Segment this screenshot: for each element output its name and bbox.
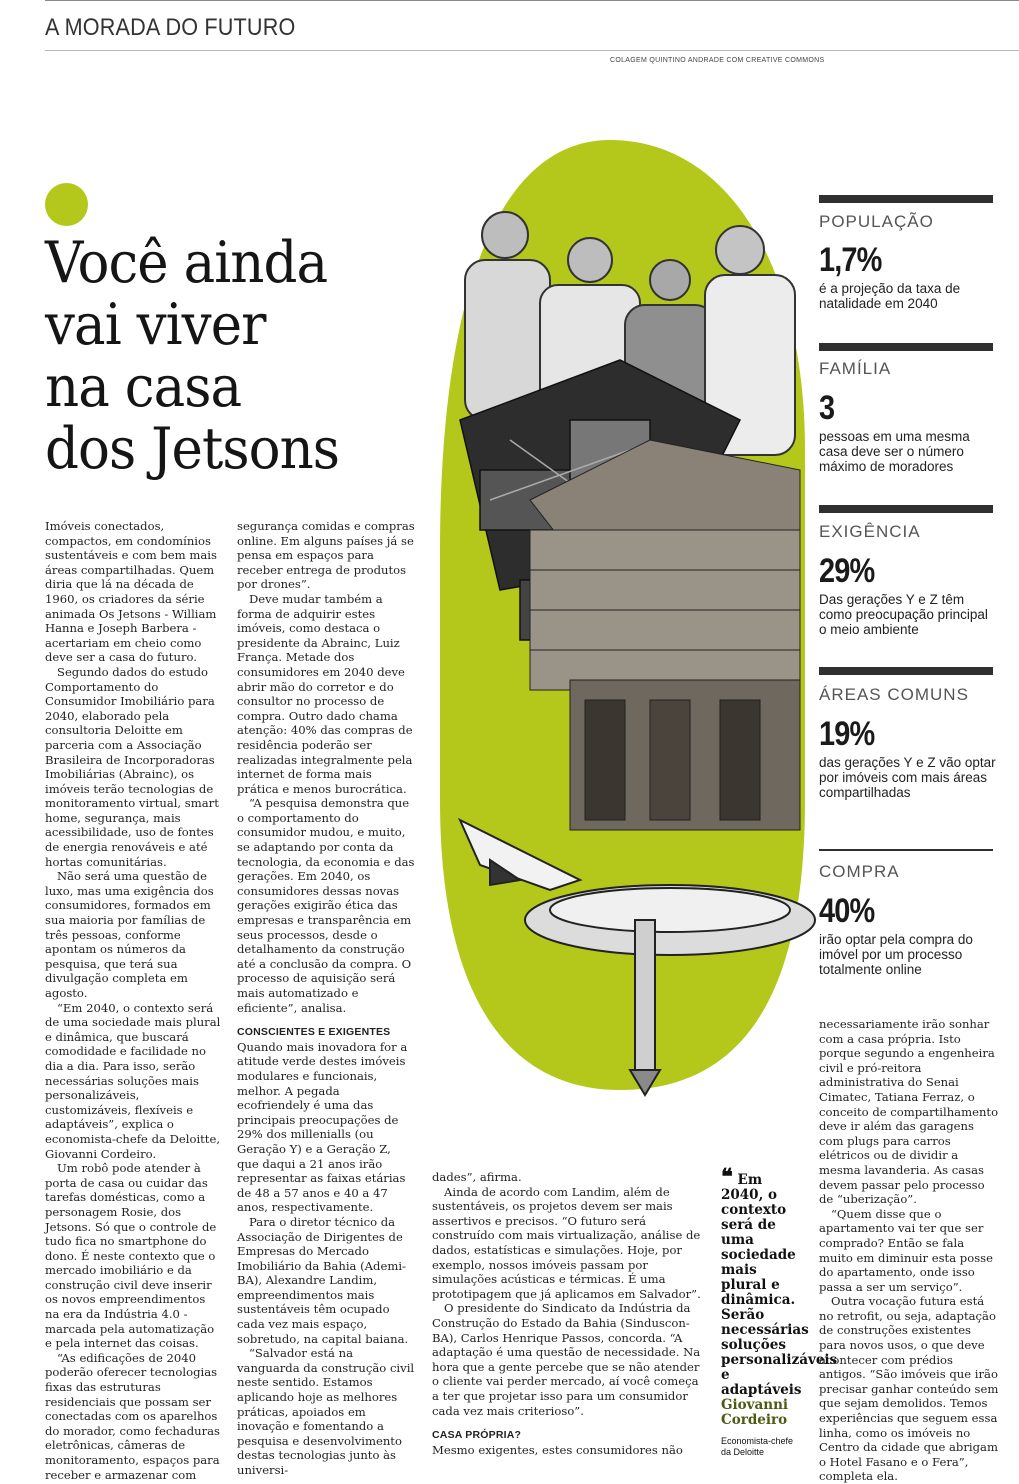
- stat-heading: POPULAÇÃO: [819, 212, 934, 231]
- stat-divider: [819, 849, 993, 851]
- section-title: A MORADA DO FUTURO: [45, 14, 296, 41]
- paragraph: “Em 2040, o contexto será de uma sociedade mais plural e dinâmica, que buscará comodidade e facilidade no dia a dia. Para isso, serão necessárias soluções mais personalizáveis, customizáveis, flexíveis e adaptáveis”, explica o economista-chefe da Deloitte, Giovanni Cordeiro.: [45, 1000, 221, 1161]
- quote-mark-icon: ❝: [721, 1164, 733, 1189]
- stat-heading: FAMÍLIA: [819, 359, 892, 378]
- stat-description: Das gerações Y e Z têm como preocupação principal o meio ambiente: [819, 592, 988, 637]
- paragraph: Não será uma questão de luxo, mas uma exigência dos consumidores, formados em sua maioria por famílias de três pessoas, conforme apontam os números da pesquisa, que terá sua divulgação completa em agosto.: [45, 869, 214, 1000]
- subheading: CASA PRÓPRIA?: [432, 1429, 522, 1442]
- paragraph: segurança comidas e compras online. Em alguns países já se pensa em espaços para receber entrega de produtos por drones”.: [237, 519, 415, 592]
- article-column-3: [432, 1170, 702, 1457]
- section-rule: [45, 50, 1019, 51]
- pull-quote: [721, 1164, 838, 1458]
- paragraph: Deve mudar também a forma de adquirir estes imóveis, como destaca o presidente da Abrainc, Luiz França. Metade dos consumidores em 2040 deve abrir mão do corretor e do consultor no processo de compra. Outro dado chama atenção: 40% das compras de residência poderão ser realizadas integralmente pela internet de forma mais prática e menos burocrática.: [237, 591, 413, 796]
- stats-sidebar: [819, 195, 999, 995]
- paragraph: Quando mais inovadora for a atitude verde destes imóveis modulares e funcionais, melhor. A pegada ecofriendely é uma das principais preocupações de 29% dos millenialls (ou Geração Y) e a Geração Z, que daqui a 21 anos irão representar as faixas etárias de 48 a 57 anos e 40 a 47 anos, respectivamente.: [237, 1039, 408, 1215]
- stat-divider: [819, 505, 993, 513]
- subheading: CONSCIENTES E EXIGENTES: [237, 1026, 391, 1039]
- headline: [45, 232, 398, 480]
- headline-line: Você ainda: [45, 230, 328, 296]
- paragraph: O presidente do Sindicato da Indústria da Construção do Estado da Bahia (Sinduscon-BA), Carlos Henrique Passos, concorda. “A adaptação é uma questão de necessidade. Na hora que a gente percebe que se não atender o cliente vai perder mercado, aí você começa a ter que projetar isso para um consumidor cada vez mais criterioso”.: [432, 1301, 701, 1418]
- stat-divider: [819, 667, 993, 675]
- quote-text: Em 2040, o contexto será de uma sociedade mais plural e dinâmica. Serão necessárias soluções personalizáveis e adaptáveis: [721, 1172, 838, 1398]
- paragraph: “A pesquisa demonstra que o comportamento do consumidor mudou, e muito, se adaptando por conta da tecnologia, da economia e das gerações. Em 2040, os consumidores dessas novas gerações exigirão ética das empresas e transparência em seus processos, desde o detalhamento da construção até a conclusão da compra. O processo de aquisição será mais automatizado e eficiente”, analisa.: [237, 796, 415, 1015]
- quote-author: Giovanni Cordeiro: [721, 1397, 789, 1428]
- paragraph: Um robô pode atender à porta de casa ou cuidar das tarefas domésticas, como a personagem Rosie, dos Jetsons. Só que o controle de tudo fica no smartphone do dono. É neste contexto que o mercado imobiliário e da construção civil deve inserir os novos empreendimentos na era da Indústria 4.0 - marcada pela automatização e pela internet das coisas.: [45, 1161, 217, 1351]
- stat-heading: COMPRA: [819, 862, 900, 881]
- paragraph: Outra vocação futura está no retrofit, ou seja, adaptação de construções existentes para novos usos, o que deve acontecer com prédios antigos. “São imóveis que irão precisar ganhar conteúdo sem que sejam demolidos. Temos experiências que seguem essa linha, como os imóveis no Centro da cidade que abrigam o Hotel Fasano e o Fera”, completa ela.: [819, 1294, 999, 1484]
- paragraph: “Quem disse que o apartamento vai ter que ser comprado? Então se fala muito em diminuir esta posse do apartamento, onde isso passa a ser um serviço”.: [819, 1206, 993, 1294]
- stat-value: 40%: [819, 892, 875, 930]
- headline-line: na casa: [45, 354, 242, 420]
- stat-value: 3: [819, 389, 835, 427]
- top-rule: [45, 0, 1019, 3]
- headline-line: dos Jetsons: [45, 416, 340, 482]
- article-column-2: [237, 519, 415, 1478]
- stat-heading: EXIGÊNCIA: [819, 522, 921, 541]
- quote-role: Economista-chefe da Deloitte: [721, 1436, 794, 1457]
- headline-line: vai viver: [45, 292, 266, 358]
- paragraph: “As edificações de 2040 poderão oferecer tecnologias fixas das estruturas residenciais que possam ser conectadas com os aparelhos do morador, como fechaduras eletrônicas, câmeras de monitoramento, espaços para receber e armazenar com: [45, 1350, 221, 1482]
- concrete-building: [530, 440, 800, 830]
- stat-description: irão optar pela compra do imóvel por um processo totalmente online: [819, 932, 973, 977]
- paragraph: Ainda de acordo com Landim, além de sustentáveis, os projetos devem ser mais assertivos e precisos. “O futuro será construído com mais virtualização, análise de dados, estatísticas e simulações. Hoje, por exemplo, nossos imóveis passam por simulações acústicas e térmicas. É uma prototipagem que já aplicamos em Salvador”.: [432, 1184, 701, 1301]
- collage-illustration: [420, 120, 820, 1110]
- paragraph: necessariamente irão sonhar com a casa própria. Isto porque segundo a engenheira civil e pró-reitora administrativa do Senai Cimatec, Tatiana Ferraz, o conceito de compartilhamento deve ir além das garagens com plugs para carros elétricos ou de dividir a mesma lavanderia. As casas devem passar pelo processo de “uberização”.: [819, 1017, 999, 1207]
- paragraph: “Salvador está na vanguarda da construção civil neste sentido. Estamos aplicando hoje as melhores práticas, apoiados em inovação e fomentando a pesquisa e desenvolvimento destas tecnologias junto às universi-: [237, 1346, 415, 1477]
- stat-value: 29%: [819, 552, 875, 590]
- stat-description: das gerações Y e Z vão optar por imóveis com mais áreas compartilhadas: [819, 755, 996, 800]
- paragraph: Para o diretor técnico da Associação de Dirigentes de Empresas do Mercado Imobiliário da Bahia (Ademi-BA), Alexandre Landim, empreendimentos mais sustentáveis têm ocupado cada vez mais espaço, sobretudo, na capital baiana.: [237, 1214, 409, 1346]
- stat-divider: [819, 195, 993, 203]
- paragraph: Segundo dados do estudo Comportamento do Consumidor Imobiliário para 2040, elaborado pela consultoria Deloitte em parceria com a Associação Brasileira de Incorporadoras Imobiliárias (Abrainc), os imóveis terão tecnologias de monitoramento virtual, smart home, segurança, mais acessibilidade, uso de fontes de energia renováveis e até hortas comunitárias.: [45, 664, 219, 869]
- article-column-1: [45, 519, 223, 1482]
- stat-value: 19%: [819, 715, 875, 753]
- stat-heading: ÁREAS COMUNS: [819, 685, 969, 704]
- article-column-4: [819, 1017, 999, 1484]
- accent-dot: [45, 183, 88, 226]
- stat-description: pessoas em uma mesma casa deve ser o número máximo de moradores: [819, 429, 970, 474]
- paragraph: Mesmo exigentes, estes consumidores não: [432, 1442, 683, 1457]
- paragraph: dades”, afirma.: [432, 1170, 522, 1184]
- stat-divider: [819, 343, 993, 351]
- paragraph: Imóveis conectados, compactos, em condomínios sustentáveis e com bem mais áreas compartilhadas. Quem diria que lá na década de 1960, os criadores da série animada Os Jetsons - William Hanna e Joseph Barbera - acertariam em cheio como deve ser a casa do futuro.: [45, 519, 217, 665]
- photo-credit: COLAGEM QUINTINO ANDRADE COM CREATIVE COMMONS: [610, 57, 825, 64]
- stat-description: é a projeção da taxa de natalidade em 2040: [819, 281, 961, 311]
- stat-value: 1,7%: [819, 241, 882, 279]
